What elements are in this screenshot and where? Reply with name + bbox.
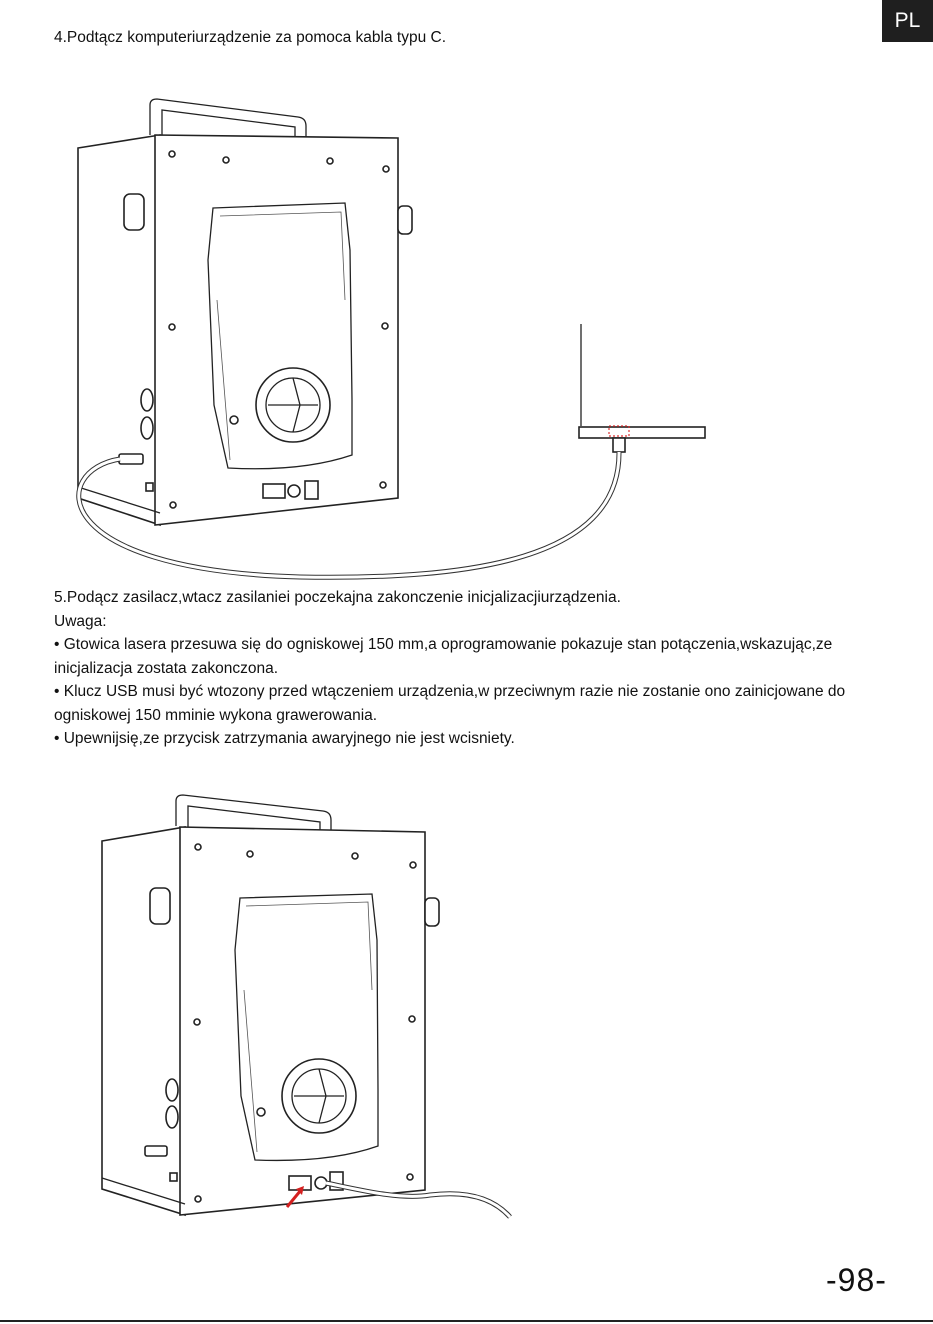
note-item-3: • Upewnijsię,ze przycisk zatrzymania awaryjnego nie jest wcisniety. [54, 730, 515, 748]
figure-device-power-connection [0, 790, 933, 1230]
notes-block [54, 610, 914, 750]
step-4-text: 4.Podtącz komputeriurządzenie za pomoca kabla typu C. [54, 29, 447, 46]
footer-divider [0, 1320, 933, 1322]
engraver-device-illustration [78, 99, 412, 525]
page-number: -98- [826, 1262, 887, 1298]
engraver-device-illustration [102, 795, 439, 1215]
notes-heading: Uwaga: [54, 613, 107, 630]
step-5-text: 5.Podącz zasilacz,wtacz zasilaniei poczekajna zakonczenie inicjalizacjiurządzenia. [54, 589, 621, 606]
note-item-2: • Klucz USB musi być wtozony przed wtączeniem urządzenia,w przeciwnym razie nie zostanie ono zainicjowane do ogniskowej 150 mminie wykona grawerowania. [54, 683, 846, 724]
laptop-illustration [579, 324, 705, 452]
figure-device-laptop-connection [0, 95, 933, 585]
language-badge: PL [882, 0, 933, 42]
note-item-1: • Gtowica lasera przesuwa się do ogniskowej 150 mm,a oprogramowanie pokazuje stan potączenia,wskazując,ze inicjalizacja zostata zakonczona. [54, 636, 833, 677]
